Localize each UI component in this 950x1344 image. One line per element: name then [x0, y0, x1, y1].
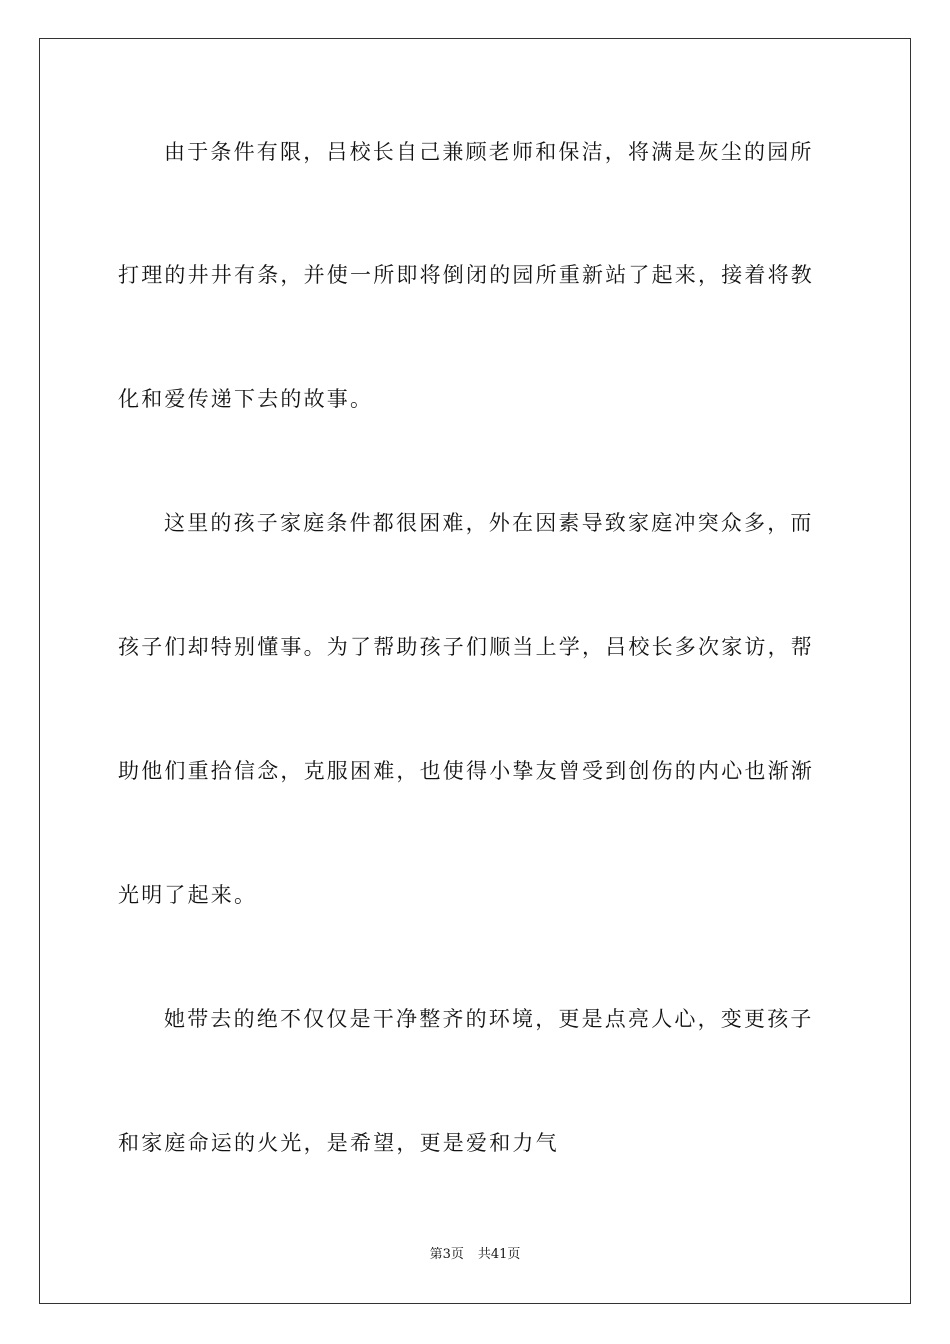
paragraph-3-line-1: 她带去的绝不仅仅是干净整齐的环境，更是点亮人心，变更孩子	[164, 1007, 814, 1031]
paragraph-3-line-2: 和家庭命运的火光，是希望，更是爱和力气	[118, 1131, 559, 1155]
paragraph-2-line-3: 助他们重拾信念，克服困难，也使得小挚友曾受到创伤的内心也渐渐	[118, 759, 814, 783]
page-number: 第3页	[429, 1247, 464, 1262]
paragraph-2-line-2: 孩子们却特别懂事。为了帮助孩子们顺当上学，吕校长多次家访，帮	[118, 635, 814, 659]
paragraph-1-line-1: 由于条件有限，吕校长自己兼顾老师和保洁，将满是灰尘的园所	[164, 140, 814, 164]
paragraph-2-line-1: 这里的孩子家庭条件都很困难，外在因素导致家庭冲突众多，而	[164, 511, 814, 535]
page-border	[39, 38, 911, 1304]
paragraph-2-line-4: 光明了起来。	[118, 883, 258, 907]
page-footer	[0, 1246, 950, 1264]
paragraph-1-line-3: 化和爱传递下去的故事。	[118, 387, 374, 411]
paragraph-1-line-2: 打理的井井有条，并使一所即将倒闭的园所重新站了起来，接着将教	[118, 263, 814, 287]
page-total: 共41页	[477, 1247, 521, 1262]
